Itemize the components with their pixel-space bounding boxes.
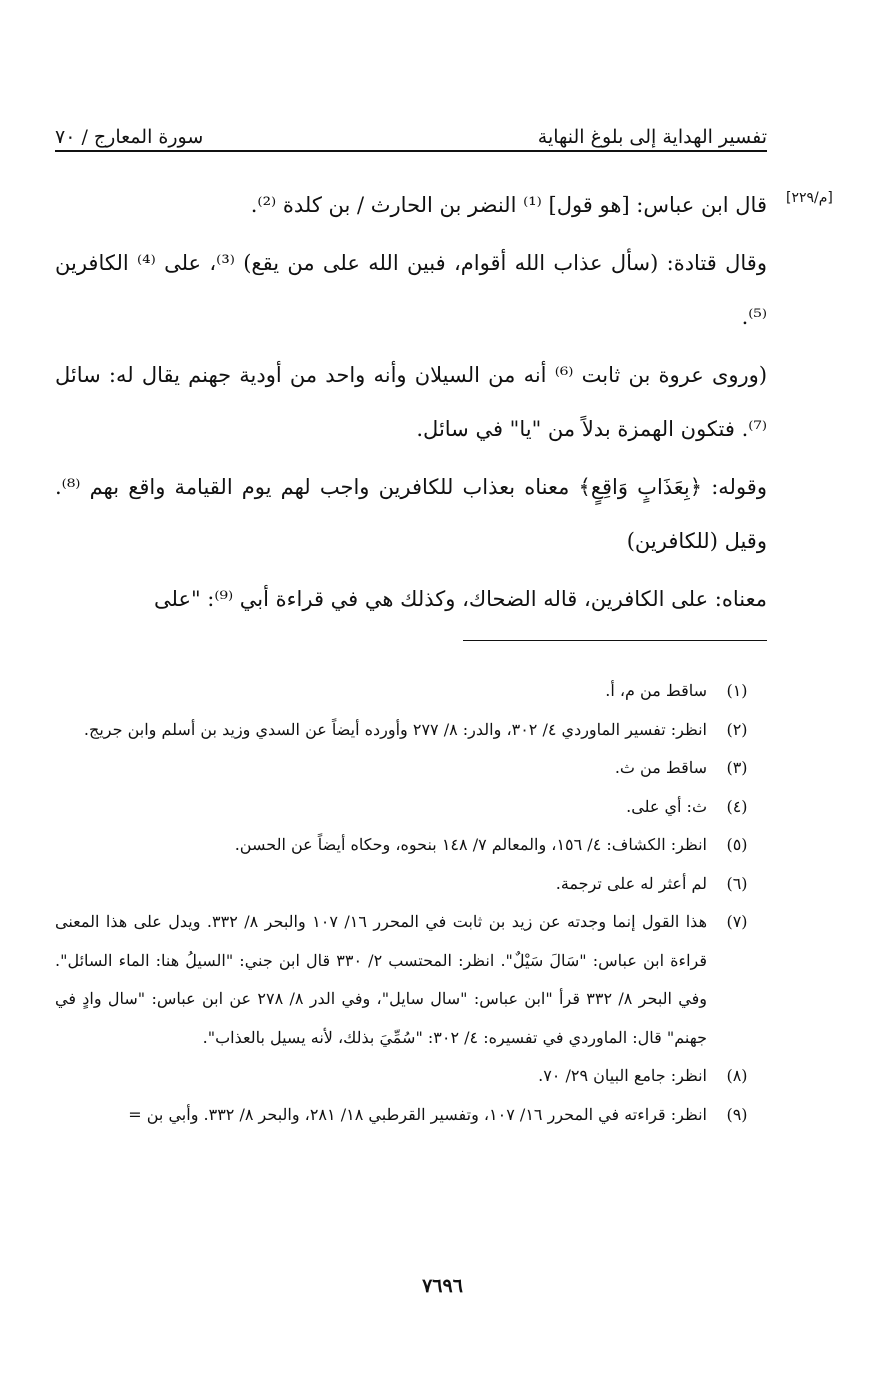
footnote-text: ساقط من ث.: [614, 758, 707, 777]
footnote-number: (١): [726, 681, 748, 700]
footnote-text: انظر: جامع البيان ٢٩/ ٧٠.: [538, 1066, 707, 1085]
paragraph: وقال قتادة: (سأل عذاب الله أقوام، فبين الله على من يقع) ⁽³⁾، على ⁽⁴⁾ الكافرين ⁽⁵⁾.: [55, 251, 767, 329]
footnote-number: (٣): [726, 758, 748, 777]
footnote-text: ساقط من م، أ.: [605, 681, 707, 700]
footnote: [55, 1096, 767, 1135]
footnote-text: انظر: تفسير الماوردي ٤/ ٣٠٢، والدر: ٨/ ٢٧٧ وأورده أيضاً عن السدي وزيد بن أسلم وابن جريج.: [83, 719, 707, 739]
page-number: ٧٦٩٦: [422, 1275, 463, 1297]
footnote-text: هذا القول إنما وجدته عن زيد بن ثابت في المحرر ١٦/ ١٠٧ والبحر ٨/ ٣٣٢. ويدل على هذا المعنى قراءة ابن عباس: "سَالَ سَيْلٌ". انظر: المحتسب ٢/ ٣٣٠ قال ابن جني: "السيلُ هنا: الماء السائل". وفي البحر ٨/ ٣٣٢ قرأ "ابن عباس: "سال سايل"، وفي الدر ٨/ ٢٧٨ عن ابن عباس: "سال وادٍ في جهنم" قال: الماوردي في تفسيره: ٤/ ٣٠٢: "سُمِّيَ بذلك، لأنه يسيل بالعذاب".: [55, 912, 708, 1047]
footnote-number: (٨): [726, 1066, 748, 1085]
footnote-separator: [463, 640, 767, 641]
footnote: [55, 865, 767, 904]
footnote: [55, 711, 767, 750]
footnotes: [55, 672, 767, 1134]
footnote: [55, 749, 767, 788]
main-text: [55, 178, 767, 626]
footnote-number: (٤): [726, 796, 748, 816]
paragraph: قال ابن عباس: [هو قول] ⁽¹⁾ النضر بن الحارث / بن كلدة ⁽²⁾.: [250, 193, 767, 217]
footnote: [55, 788, 767, 827]
footnote: [55, 1057, 767, 1096]
footnote-number: (٦): [726, 873, 748, 893]
footnote-text: لم أعثر له على ترجمة.: [555, 873, 707, 893]
footnote-text: ث: أي على.: [626, 796, 707, 816]
footnote-number: (٥): [726, 835, 748, 854]
footnote-number: (٧): [726, 912, 748, 931]
paragraph: (وروى عروة بن ثابت ⁽⁶⁾ أنه من السيلان وأنه واحد من أودية جهنم يقال له: سائل ⁽⁷⁾. فتكون الهمزة بدلاً من "يا" في سائل.: [55, 363, 768, 441]
header-rule: [55, 150, 767, 152]
book-title: تفسير الهداية إلى بلوغ النهاية: [537, 126, 767, 148]
footnote-number: (٢): [726, 719, 748, 739]
footnote: [55, 672, 767, 711]
footnote: [55, 903, 767, 1057]
footnote-number: (٩): [726, 1104, 748, 1124]
footnote-text: انظر: الكشاف: ٤/ ١٥٦، والمعالم ٧/ ١٤٨ بنحوه، وحكاه أيضاً عن الحسن.: [234, 835, 707, 854]
surah-page-label: سورة المعارج / ٧٠: [55, 126, 204, 148]
footnote-text: انظر: قراءته في المحرر ١٦/ ١٠٧، وتفسير القرطبي ١٨/ ٢٨١، والبحر ٨/ ٣٣٢. وأبي بن =: [128, 1104, 707, 1124]
running-header: [55, 112, 767, 148]
manuscript-folio-marker: [م/٢٢٩]: [786, 190, 833, 206]
paragraph: وقوله: ﴿بِعَذَابٍ وَاقِعٍ﴾ معناه بعذاب للكافرين واجب لهم يوم القيامة واقع بهم ⁽⁸⁾. وقيل (للكافرين): [55, 475, 767, 553]
footnote: [55, 826, 767, 865]
paragraph: معناه: على الكافرين، قاله الضحاك، وكذلك هي في قراءة أبي ⁽⁹⁾: "على: [153, 587, 767, 611]
